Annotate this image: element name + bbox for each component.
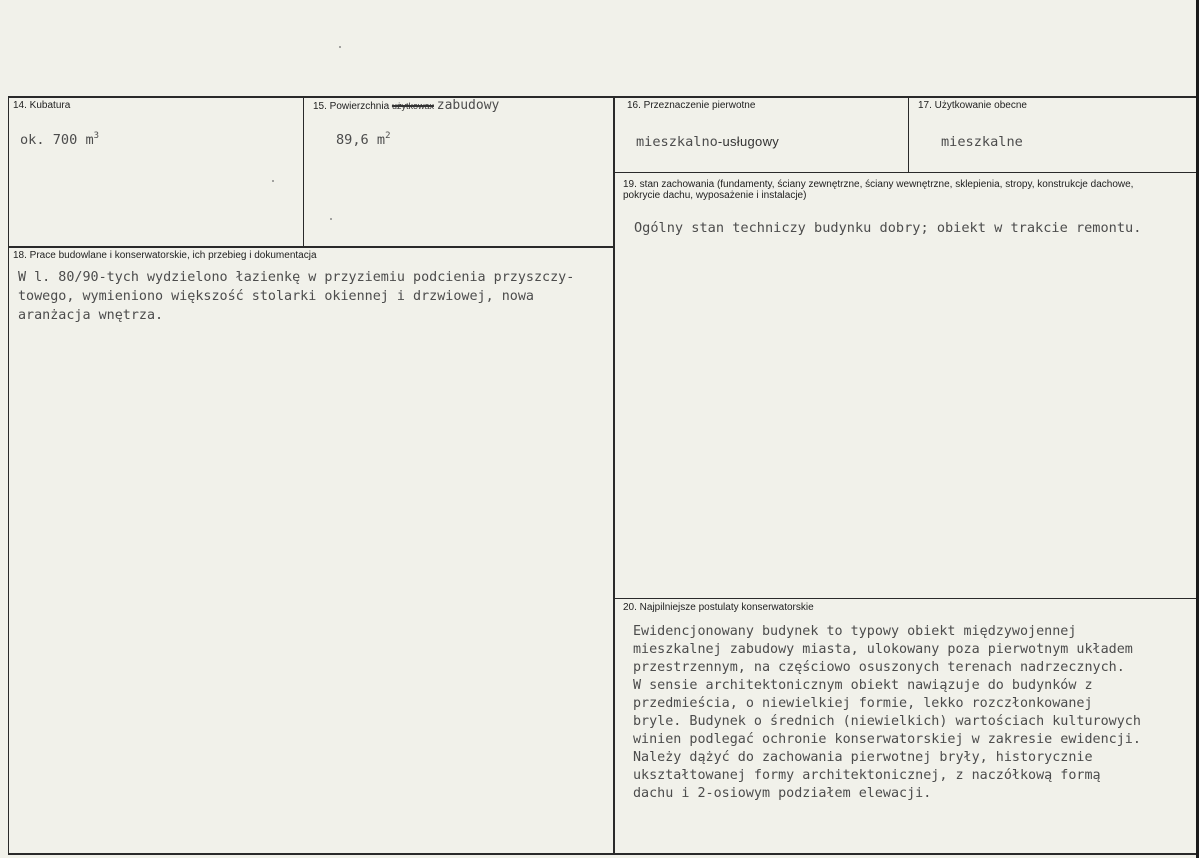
top-rule <box>8 96 1196 98</box>
line: dachu i 2-osiowym podziałem elewacji. <box>633 786 932 801</box>
handwritten-addition: -usługowy <box>717 134 780 149</box>
line: Ewidencjonowany budynek to typowy obiekt międzywojennej <box>633 624 1077 639</box>
value-stan-zachowania: Ogólny stan techniczy budynku dobry; obiekt w trakcie remontu. <box>634 220 1142 236</box>
label-uzytkowanie: 17. Użytkowanie obecne <box>918 100 1027 111</box>
line: bryle. Budynek o średnich (niewielkich) wartościach kulturowych <box>633 714 1141 729</box>
line: mieszkalnej zabudowy miasta, ulokowany poza pierwotnym układem <box>633 642 1133 657</box>
bottom-rule <box>8 853 1196 855</box>
line: przedmieścia, o niewielkiej formie, lekko rozczłonkowanej <box>633 696 1093 711</box>
divider-14-15 <box>303 96 304 247</box>
label-prace-budowlane: 18. Prace budowlane i konserwatorskie, ich przebieg i dokumentacja <box>13 250 317 261</box>
line: towego, wymieniono większość stolarki okiennej i drzwiowej, nowa <box>18 289 534 304</box>
typed-correction: zabudowy <box>436 98 500 113</box>
rule-above-20 <box>614 598 1196 599</box>
label-kubatura: 14. Kubatura <box>13 100 71 111</box>
line: Należy dążyć do zachowania pierwotnej bryły, historycznie <box>633 750 1093 765</box>
value-uzytkowanie: mieszkalne <box>941 134 1023 150</box>
left-border <box>8 96 9 855</box>
value-kubatura: ok. 700 $m^3$ <box>20 131 100 148</box>
rule-below-16-17 <box>614 172 1196 173</box>
value-powierzchnia: 89,6 $m^2$ <box>336 131 391 148</box>
line: W sensie architektonicznym obiekt nawiązuje do budynków z <box>633 678 1093 693</box>
line: ukształtowanej formy architektonicznej, z naczółkową formą <box>633 768 1101 783</box>
line: winien podlegać ochronie konserwatorskiej w zakresie ewidencji. <box>633 732 1141 747</box>
struck-word: użytkowax <box>391 101 434 111</box>
rule-above-18 <box>8 246 614 248</box>
label-powierzchnia: 15. Powierzchnia użytkowax zabudowy <box>313 98 500 113</box>
label-postulaty: 20. Najpilniejsze postulaty konserwatorskie <box>623 602 814 613</box>
value-przeznaczenie: mieszkalno-usługowy <box>636 134 780 150</box>
line: aranżacja wnętrza. <box>18 308 164 323</box>
label-stan-zachowania: 19. stan zachowania (fundamenty, ściany zewnętrzne, ściany wewnętrzne, sklepienia, stropy, konstrukcje dachowe, pokrycie dachu, wyposażenie i instalacje) <box>623 179 1134 201</box>
divider-16-17 <box>908 96 909 173</box>
line: przestrzennym, na częściowo osuszonych terenach nadrzecznych. <box>633 660 1125 675</box>
paper-speck <box>330 218 332 220</box>
paper-speck <box>272 180 274 182</box>
paper-speck <box>339 46 341 48</box>
label-przeznaczenie: 16. Przeznaczenie pierwotne <box>627 100 756 111</box>
line: W l. 80/90-tych wydzielono łazienkę w przyziemiu podcienia przyszczy- <box>18 270 575 285</box>
center-divider <box>613 96 615 855</box>
